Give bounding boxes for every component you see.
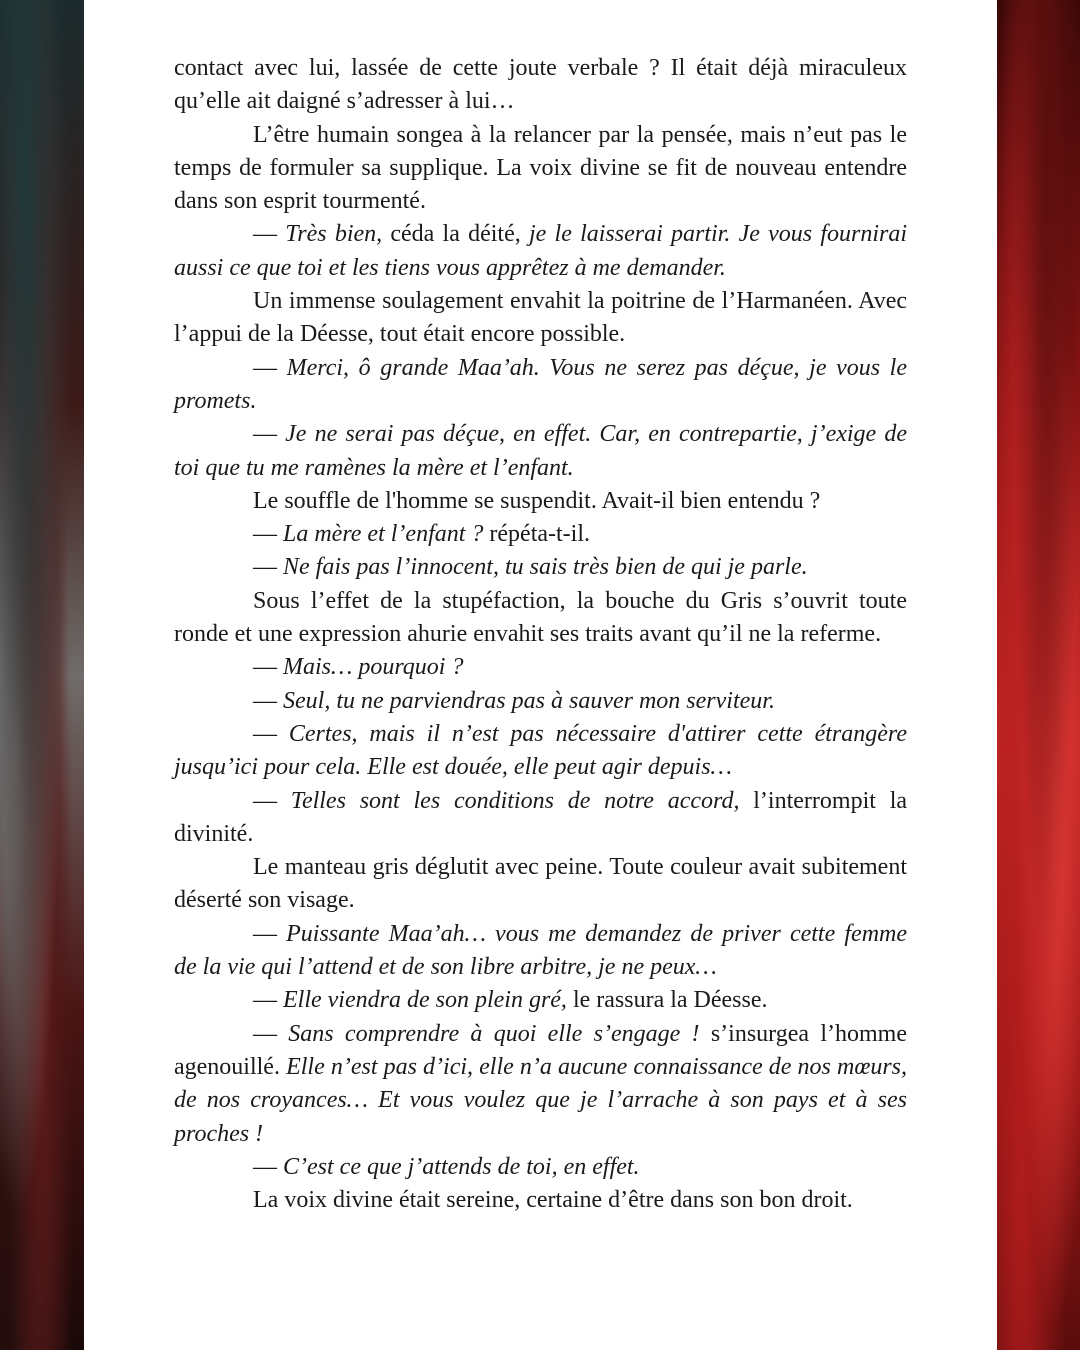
paragraph <box>174 218 907 285</box>
paragraph <box>174 518 907 551</box>
italic-text: C’est ce que j’attends de toi, en effet. <box>283 1153 640 1180</box>
paragraph <box>174 285 907 352</box>
paragraph <box>174 52 907 119</box>
italic-text: Ne fais pas l’innocent, tu sais très bien de qui je parle. <box>283 554 808 581</box>
text-segment: — <box>253 221 286 248</box>
text-segment: Le manteau gris déglutit avec peine. Toute couleur avait subitement déserté son visage. <box>174 854 907 914</box>
text-segment: l’interrompit la divinité. <box>174 787 908 847</box>
text-segment: contact avec lui, lassée de cette joute verbale ? Il était déjà miraculeux qu’elle ait daigné s’adresser à lui… <box>174 55 907 115</box>
text-segment: — <box>253 1153 283 1180</box>
book-page <box>84 0 997 1350</box>
text-segment: Sous l’effet de la stupéfaction, la bouche du Gris s’ouvrit toute ronde et une expression ahurie envahit ses traits avant qu’il ne la referme. <box>174 587 907 648</box>
text-segment: — <box>253 554 283 581</box>
paragraph <box>174 1151 907 1184</box>
italic-text: Je ne serai pas déçue, en effet. Car, en contrepartie, j’exige de toi que tu me ramènes la mère et l’enfant. <box>174 421 908 481</box>
paragraph <box>174 918 907 985</box>
paragraph <box>174 984 907 1017</box>
text-segment: — <box>253 521 283 548</box>
text-segment: — <box>253 354 287 381</box>
text-segment: — <box>253 720 289 747</box>
paragraph <box>174 585 907 652</box>
text-segment: s’insurgea l’homme agenouillé. <box>174 1020 907 1080</box>
paragraph <box>174 785 907 852</box>
italic-text: Seul, tu ne parviendras pas à sauver mon serviteur. <box>283 687 775 714</box>
text-segment: — <box>253 421 286 448</box>
text-segment: — <box>253 987 283 1014</box>
text-segment: répéta-t-il. <box>483 521 591 548</box>
text-segment: Le souffle de l'homme se suspendit. Avait-il bien entendu ? <box>253 487 821 514</box>
paragraph <box>174 485 907 518</box>
text-segment: — <box>253 687 283 714</box>
background-right <box>996 0 1080 1350</box>
paragraph <box>174 1018 907 1151</box>
text-segment: — <box>253 654 283 681</box>
paragraph <box>174 551 907 584</box>
text-segment: — <box>253 787 291 814</box>
text-segment: Un immense soulagement envahit la poitrine de l’Harmanéen. Avec l’appui de la Déesse, tout était encore possible. <box>174 288 907 348</box>
italic-text: Puissante Maa’ah… vous me demandez de priver cette femme de la vie qui l’attend et de son libre arbitre, je ne peux… <box>174 920 908 981</box>
paragraph <box>174 352 907 419</box>
text-segment: — <box>253 920 287 947</box>
paragraph <box>174 651 907 684</box>
italic-text: Elle n’est pas d’ici, elle n’a aucune connaissance de nos mœurs, de nos croyances… Et vous voulez que je l’arrache à son pays et à ses proches ! <box>174 1053 908 1147</box>
italic-text: Merci, ô grande Maa’ah. Vous ne serez pas déçue, je vous le promets. <box>174 354 908 414</box>
paragraph <box>174 418 907 485</box>
text-segment: le rassura la Déesse. <box>566 987 768 1014</box>
text-segment: céda la déité, <box>382 221 529 248</box>
italic-text: je le laisserai partir. Je vous fournirai aussi ce que toi et les tiens vous apprêtez à me demander. <box>174 221 908 281</box>
paragraph <box>174 685 907 718</box>
paragraph <box>174 1184 907 1217</box>
italic-text: Mais… pourquoi ? <box>283 654 464 681</box>
background-left <box>0 0 84 1350</box>
text-segment: — <box>253 1020 289 1047</box>
paragraph <box>174 718 907 785</box>
paragraph <box>174 119 907 219</box>
italic-text: Certes, mais il n’est pas nécessaire d'attirer cette étrangère jusqu’ici pour cela. Elle est douée, elle peut agir depuis… <box>174 720 907 781</box>
italic-text: Très bien, <box>285 221 383 248</box>
paragraph <box>174 851 907 918</box>
page-text <box>174 52 907 1217</box>
italic-text: La mère et l’enfant ? <box>283 521 484 548</box>
text-segment: La voix divine était sereine, certaine d’être dans son bon droit. <box>253 1187 853 1214</box>
italic-text: Elle viendra de son plein gré, <box>283 987 567 1014</box>
text-segment: L’être humain songea à la relancer par la pensée, mais n’eut pas le temps de formuler sa supplique. La voix divine se fit de nouveau entendre dans son esprit tourmenté. <box>174 121 907 215</box>
italic-text: Telles sont les conditions de notre accord, <box>290 787 740 814</box>
italic-text: Sans comprendre à quoi elle s’engage ! <box>288 1020 700 1047</box>
